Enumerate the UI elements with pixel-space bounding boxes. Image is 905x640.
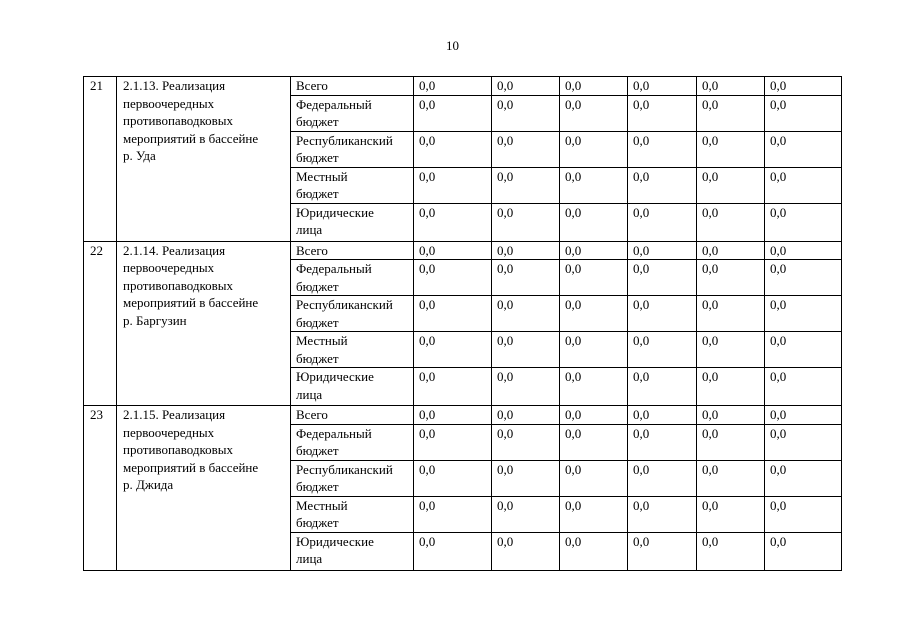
value-cell [765,460,842,496]
value-cell [765,260,842,296]
value-text: 0,0 [565,461,582,477]
value-text: 0,0 [702,369,719,384]
table-row [84,77,842,96]
measure-name-line: 2.1.14. Реализация [123,242,226,258]
value-cell [560,77,628,96]
value-cell [560,406,628,425]
value-cell [492,296,560,332]
value-text: 0,0 [419,96,436,112]
funding-source-cell [291,131,414,167]
funding-source-line: бюджет [296,150,339,165]
funding-source-cell [291,241,414,260]
funding-source-line: Федеральный [296,96,372,112]
funding-source-line: Местный [296,168,348,184]
measure-name-line: первоочередных [123,95,215,111]
value-text: 0,0 [497,333,514,348]
value-cell [414,424,492,460]
value-text: 0,0 [497,461,514,477]
value-cell [492,368,560,406]
value-text: 0,0 [633,369,650,384]
value-cell [492,203,560,241]
value-text: 0,0 [702,333,719,348]
value-cell [492,95,560,131]
value-text: 0,0 [565,497,582,513]
value-text: 0,0 [565,261,582,276]
value-text: 0,0 [702,168,719,184]
value-cell [697,496,765,532]
value-cell [414,296,492,332]
value-cell [560,368,628,406]
funding-source-line: Юридические [296,369,374,384]
value-text: 0,0 [419,242,436,258]
funding-source-cell [291,406,414,425]
funding-source-line: Местный [296,333,348,348]
value-cell [492,131,560,167]
value-text: 0,0 [565,168,582,184]
measure-name-line: р. Уда [123,148,156,163]
funding-source-line: бюджет [296,278,339,294]
value-cell [628,496,697,532]
value-cell [697,296,765,332]
funding-source-line: Республиканский [296,132,393,148]
value-cell [628,406,697,425]
value-cell [697,406,765,425]
value-text: 0,0 [497,204,514,220]
value-text: 0,0 [497,425,514,441]
value-cell [765,131,842,167]
value-cell [414,332,492,368]
value-text: 0,0 [770,297,787,312]
value-cell [697,368,765,406]
funding-source-cell [291,77,414,96]
value-cell [697,95,765,131]
value-cell [560,241,628,260]
value-text: 0,0 [702,297,719,312]
value-text: 0,0 [770,96,787,112]
value-text: 0,0 [770,425,787,441]
value-text: 0,0 [702,204,719,220]
funding-source-line: Федеральный [296,425,372,441]
value-cell [628,131,697,167]
value-cell [628,203,697,241]
measure-name-line: противопаводковых [123,277,234,293]
funding-source-line: Республиканский [296,297,393,312]
value-text: 0,0 [565,407,582,422]
value-text: 0,0 [419,461,436,477]
value-text: 0,0 [633,425,650,441]
value-cell [628,332,697,368]
funding-source-line: бюджет [296,114,339,129]
value-cell [560,332,628,368]
value-cell [414,77,492,96]
table-row [84,241,842,260]
measure-name-line: р. Джида [123,477,174,492]
funding-source-line: Всего [296,242,328,258]
funding-source-cell [291,532,414,570]
value-cell [765,496,842,532]
value-text: 0,0 [565,297,582,312]
value-text: 0,0 [419,168,436,184]
value-cell [765,241,842,260]
value-text: 0,0 [497,297,514,312]
measure-name-line: 2.1.13. Реализация [123,78,226,93]
measure-name-line: противопаводковых [123,442,234,457]
measure-name-cell [117,77,291,242]
funding-source-line: Республиканский [296,461,393,477]
value-text: 0,0 [633,261,650,276]
value-text: 0,0 [419,297,436,312]
value-text: 0,0 [633,204,650,220]
value-cell [492,424,560,460]
value-cell [765,296,842,332]
value-text: 0,0 [633,297,650,312]
value-cell [492,77,560,96]
funding-source-line: Федеральный [296,261,372,276]
value-text: 0,0 [565,533,582,549]
value-cell [414,532,492,570]
value-text: 0,0 [770,132,787,148]
value-cell [414,368,492,406]
funding-source-cell [291,332,414,368]
value-text: 0,0 [419,261,436,276]
value-text: 0,0 [497,369,514,384]
row-number: 23 [90,407,103,422]
value-cell [560,131,628,167]
funding-source-cell [291,496,414,532]
value-cell [414,406,492,425]
value-text: 0,0 [419,425,436,441]
value-cell [492,241,560,260]
value-cell [628,460,697,496]
value-text: 0,0 [419,78,436,93]
value-cell [765,368,842,406]
funding-source-cell [291,460,414,496]
value-text: 0,0 [497,407,514,422]
measure-name-line: мероприятий в бассейне [123,459,259,475]
value-cell [765,406,842,425]
value-text: 0,0 [770,407,787,422]
measure-name-line: первоочередных [123,424,215,440]
value-text: 0,0 [633,168,650,184]
funding-source-line: бюджет [296,443,339,458]
value-text: 0,0 [497,242,514,258]
value-cell [560,424,628,460]
value-cell [414,260,492,296]
value-text: 0,0 [633,96,650,112]
measure-name-line: 2.1.15. Реализация [123,407,226,422]
row-number-cell [84,406,117,571]
value-cell [628,296,697,332]
value-cell [414,203,492,241]
funding-source-cell [291,95,414,131]
value-cell [628,532,697,570]
value-cell [560,203,628,241]
value-text: 0,0 [419,407,436,422]
value-cell [628,95,697,131]
row-number: 21 [90,78,103,93]
funding-source-line: лица [296,222,323,237]
value-cell [628,77,697,96]
value-text: 0,0 [565,204,582,220]
value-text: 0,0 [497,497,514,513]
value-text: 0,0 [497,261,514,276]
value-text: 0,0 [770,369,787,384]
value-cell [492,532,560,570]
value-text: 0,0 [419,369,436,384]
funding-source-line: бюджет [296,314,339,330]
value-text: 0,0 [633,533,650,549]
value-text: 0,0 [565,333,582,348]
value-cell [628,241,697,260]
value-cell [765,77,842,96]
value-cell [697,131,765,167]
value-cell [697,167,765,203]
value-text: 0,0 [497,533,514,549]
value-text: 0,0 [770,261,787,276]
value-cell [560,296,628,332]
table-row [84,406,842,425]
value-cell [628,260,697,296]
funding-source-line: Всего [296,78,328,93]
funding-table [83,76,842,571]
value-text: 0,0 [497,96,514,112]
value-text: 0,0 [633,242,650,258]
value-cell [414,95,492,131]
row-number: 22 [90,242,103,258]
funding-source-cell [291,260,414,296]
value-text: 0,0 [633,407,650,422]
value-text: 0,0 [770,78,787,93]
value-cell [560,496,628,532]
value-text: 0,0 [702,132,719,148]
value-cell [492,460,560,496]
value-cell [697,332,765,368]
measure-name-line: мероприятий в бассейне [123,295,259,310]
value-cell [560,260,628,296]
value-cell [560,460,628,496]
value-cell [492,260,560,296]
value-cell [414,167,492,203]
funding-source-line: лица [296,386,323,402]
value-cell [628,368,697,406]
value-text: 0,0 [565,425,582,441]
value-cell [560,95,628,131]
measure-name-line: противопаводковых [123,113,234,128]
funding-source-line: бюджет [296,515,339,530]
funding-source-cell [291,368,414,406]
measure-name-cell [117,406,291,571]
value-cell [697,203,765,241]
value-text: 0,0 [419,533,436,549]
value-text: 0,0 [633,461,650,477]
value-cell [697,532,765,570]
table-body [84,77,842,571]
value-text: 0,0 [702,96,719,112]
value-cell [765,95,842,131]
funding-source-cell [291,424,414,460]
page-number: 10 [446,38,459,53]
value-text: 0,0 [419,333,436,348]
value-text: 0,0 [565,242,582,258]
value-text: 0,0 [702,78,719,93]
value-text: 0,0 [770,461,787,477]
value-text: 0,0 [770,333,787,348]
value-text: 0,0 [702,425,719,441]
value-text: 0,0 [497,78,514,93]
funding-source-line: Юридические [296,533,374,549]
value-text: 0,0 [565,78,582,93]
value-text: 0,0 [702,261,719,276]
measure-name-line: первоочередных [123,260,215,275]
value-text: 0,0 [770,204,787,220]
value-cell [414,460,492,496]
value-cell [765,424,842,460]
value-cell [697,77,765,96]
value-text: 0,0 [702,407,719,422]
measure-name-line: мероприятий в бассейне [123,130,259,146]
funding-source-line: лица [296,551,323,566]
value-cell [765,332,842,368]
value-text: 0,0 [419,132,436,148]
value-cell [492,167,560,203]
funding-source-line: бюджет [296,186,339,201]
value-cell [560,532,628,570]
value-text: 0,0 [565,96,582,112]
funding-source-line: Местный [296,497,348,513]
value-text: 0,0 [770,497,787,513]
value-text: 0,0 [419,204,436,220]
value-text: 0,0 [497,132,514,148]
funding-source-cell [291,296,414,332]
value-text: 0,0 [702,497,719,513]
value-cell [492,496,560,532]
value-cell [697,260,765,296]
value-cell [765,532,842,570]
value-text: 0,0 [702,461,719,477]
row-number-cell [84,241,117,406]
value-text: 0,0 [633,333,650,348]
funding-source-line: Юридические [296,204,374,220]
value-text: 0,0 [565,369,582,384]
value-cell [628,424,697,460]
value-cell [628,167,697,203]
value-text: 0,0 [419,497,436,513]
value-text: 0,0 [702,533,719,549]
value-cell [697,460,765,496]
funding-source-cell [291,167,414,203]
row-number-cell [84,77,117,242]
funding-source-line: бюджет [296,479,339,494]
value-cell [697,241,765,260]
value-text: 0,0 [565,132,582,148]
value-cell [492,406,560,425]
value-text: 0,0 [702,242,719,258]
value-text: 0,0 [770,168,787,184]
value-text: 0,0 [633,497,650,513]
value-cell [414,241,492,260]
value-text: 0,0 [770,242,787,258]
value-text: 0,0 [633,78,650,93]
value-cell [414,496,492,532]
funding-source-line: бюджет [296,350,339,366]
funding-source-cell [291,203,414,241]
value-cell [697,424,765,460]
measure-name-line: р. Баргузин [123,312,187,328]
value-cell [414,131,492,167]
measure-name-cell [117,241,291,406]
value-cell [560,167,628,203]
funding-source-line: Всего [296,407,328,422]
value-cell [492,332,560,368]
value-text: 0,0 [633,132,650,148]
value-cell [765,203,842,241]
value-text: 0,0 [497,168,514,184]
value-text: 0,0 [770,533,787,549]
value-cell [765,167,842,203]
